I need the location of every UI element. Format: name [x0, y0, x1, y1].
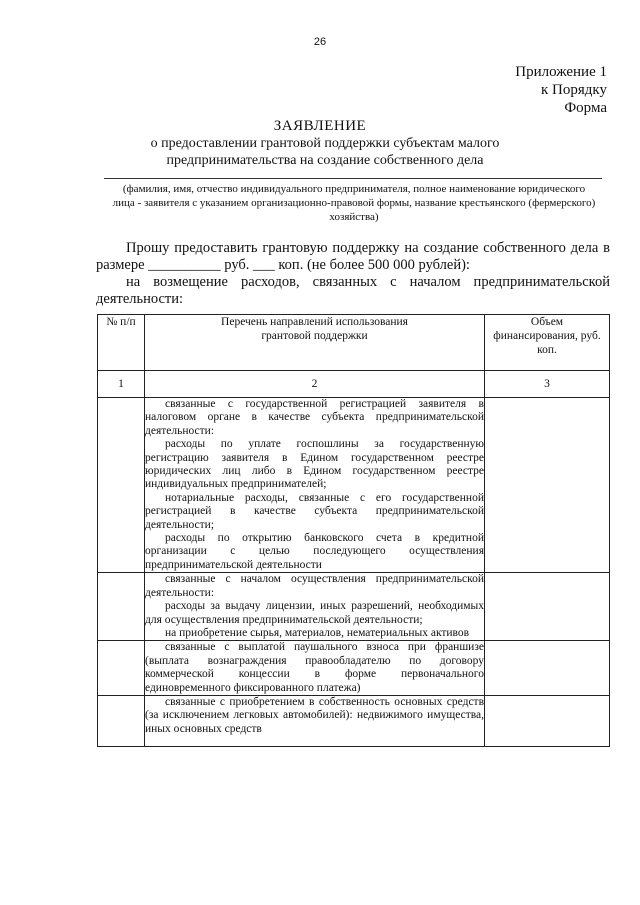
request-amount-line: Прошу предоставить грантовую поддержку на создание собственного дела в размере __________ руб. ___ коп. (не более 500 000 рублей):: [96, 240, 610, 273]
page-number: 26: [313, 36, 327, 48]
applicant-name-line[interactable]: [104, 178, 602, 179]
column-number: 3: [485, 371, 610, 398]
table-column-numbers: [98, 371, 610, 398]
row-number-cell: [98, 398, 145, 573]
request-text: [96, 240, 610, 308]
row-paragraph: расходы по уплате госпошлины за государственную регистрацию заявителя в Едином государственном реестре юридических лиц либо в Едином государственном реестре индивидуальных предпринимателей;: [145, 438, 484, 491]
row-description: [145, 695, 485, 746]
column-number: 2: [145, 371, 485, 398]
row-description: [145, 573, 485, 641]
table-row: [98, 573, 610, 641]
document-subtitle: о предоставлении грантовой поддержки субъектам малого предпринимательства на создание собственного дела: [150, 136, 500, 168]
table-header-row: [98, 315, 610, 371]
row-amount-cell[interactable]: [485, 641, 610, 696]
expense-table: [97, 314, 610, 747]
appendix-line: Форма: [564, 100, 607, 116]
row-paragraph: связанные с выплатой паушального взноса при франшизе (выплата вознаграждения правообладателю по договору коммерческой концессии в форме первоначального единовременного фиксированного платежа): [145, 641, 484, 694]
row-amount-cell[interactable]: [485, 695, 610, 746]
row-paragraph: расходы по открытию банковского счета в кредитной организации с целью последующего осуществления предпринимательской деятельности: [145, 532, 484, 571]
row-number-cell: [98, 641, 145, 696]
table-row: [98, 641, 610, 696]
row-paragraph: связанные с началом осуществления предпринимательской деятельности:: [145, 573, 484, 599]
row-paragraph: на приобретение сырья, материалов, нематериальных активов: [165, 626, 470, 639]
header-directions: Перечень направлений использования грантовой поддержки: [145, 315, 485, 371]
table-row: [98, 398, 610, 573]
row-paragraph: связанные с государственной регистрацией заявителя в налоговом органе в качестве субъекта предпринимательской деятельности:: [145, 398, 484, 437]
row-paragraph: нотариальные расходы, связанные с его государственной регистрацией в качестве субъекта предпринимательской деятельности;: [145, 491, 484, 531]
appendix-line: к Порядку: [541, 82, 607, 98]
row-description: [145, 398, 485, 573]
table-row: [98, 695, 610, 746]
column-number: 1: [98, 371, 145, 398]
appendix-reference: [515, 63, 607, 117]
row-paragraph: расходы за выдачу лицензии, иных разрешений, необходимых для осуществления предпринимательской деятельности;: [145, 600, 484, 626]
row-paragraph: связанные с приобретением в собственность основных средств (за исключением легковых автомобилей): недвижимого имущества, иных основных средств: [145, 695, 484, 735]
row-number-cell: [98, 573, 145, 641]
row-amount-cell[interactable]: [485, 573, 610, 641]
header-num: № п/п: [98, 315, 145, 371]
applicant-caption: (фамилия, имя, отчество индивидуального предпринимателя, полное наименование юридического лица - заявителя с указанием организационно-правовой формы, название крестьянского (фермерского) хозяйства): [112, 183, 596, 223]
header-amount: Объем финансирования, руб. коп.: [485, 315, 610, 371]
request-purpose-line: на возмещение расходов, связанных с началом предпринимательской деятельности:: [96, 274, 610, 307]
row-number-cell: [98, 695, 145, 746]
document-title: ЗАЯВЛЕНИЕ: [273, 118, 367, 134]
row-amount-cell[interactable]: [485, 398, 610, 573]
appendix-line: Приложение 1: [515, 64, 607, 80]
row-description: [145, 641, 485, 696]
